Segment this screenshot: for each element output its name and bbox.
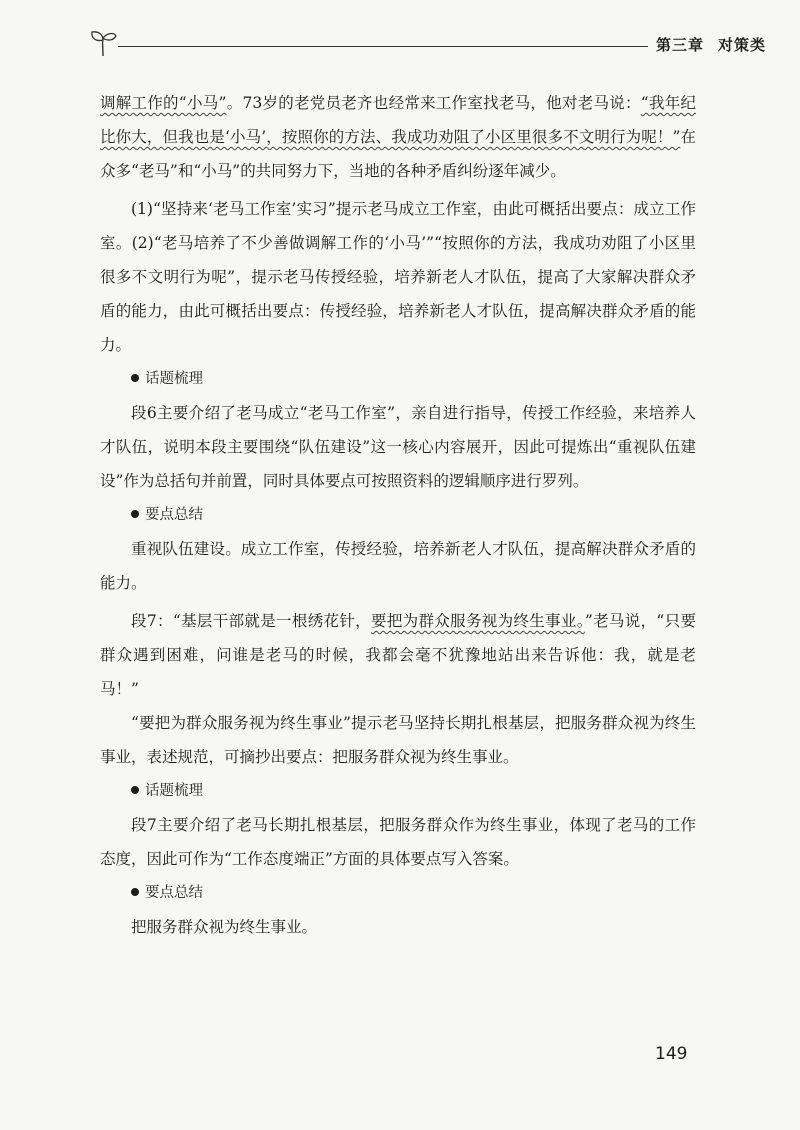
underlined-quote: “我年纪比你大，但我也是‘小马’，按照你的方法、我成功劝阻了小区里很多不文明行为呢！”	[100, 94, 696, 146]
paragraph-5: 段7：“基层干部就是一根绣花针，要把为群众服务视为终生事业。”老马说，“只要群众遇到困难，问谁是老马的时候，我都会毫不犹豫地站出来告诉他：我，就是老马！”	[100, 612, 696, 698]
paragraph-1: 调解工作的“小马”。73岁的老党员老齐也经常来工作室找老马，他对老马说：“我年纪比你大，但我也是‘小马’，按照你的方法、我成功劝阻了小区里很多不文明行为呢！”在众多“老马”和“小马”的共同努力下，当地的各种矛盾纠纷逐年减少。	[100, 94, 696, 180]
section-heading: 话题梳理	[100, 362, 696, 396]
chapter-number: 第三章	[656, 36, 705, 54]
bullet-icon	[131, 510, 139, 518]
bullet-icon	[131, 888, 139, 896]
section-heading: 要点总结	[100, 876, 696, 910]
bullet-icon	[131, 786, 139, 794]
paragraph-6: “要把为群众服务视为终生事业”提示老马坚持长期扎根基层，把服务群众视为终生事业，表述规范，可摘抄出要点：把服务群众视为终生事业。	[100, 714, 696, 766]
paragraph-2: (1)“坚持来‘老马工作室’实习”提示老马成立工作室，由此可概括出要点：成立工作室。(2)“老马培养了不少善做调解工作的‘小马’”“按照你的方法，我成功劝阻了小区里很多不文明行为呢”，提示老马传授经验，培养新老人才队伍，提高了大家解决群众矛盾的能力，由此可概括出要点：传授经验，培养新老人才队伍，提高解决群众矛盾的能力。	[100, 200, 696, 354]
paragraph-8: 把服务群众视为终生事业。	[131, 918, 318, 936]
paragraph-3: 段6主要介绍了老马成立“老马工作室”，亲自进行指导，传授工作经验，来培养人才队伍，说明本段主要围绕“队伍建设”这一核心内容展开，因此可提炼出“重视队伍建设”作为总括句并前置，同时具体要点可按照资料的逻辑顺序进行罗列。	[100, 404, 696, 490]
header-rule	[118, 46, 648, 47]
page-header	[88, 28, 778, 62]
underlined-quote: 要把为群众服务视为终生事业。	[371, 612, 585, 630]
section-heading: 要点总结	[100, 498, 696, 532]
section-heading: 话题梳理	[100, 774, 696, 808]
underlined-quote: 调解工作的“小马”	[100, 94, 227, 112]
page-number: 149	[655, 1044, 688, 1064]
page-body	[100, 86, 696, 944]
chapter-category: 对策类	[718, 36, 767, 54]
bullet-icon	[131, 374, 139, 382]
paragraph-7: 段7主要介绍了老马长期扎根基层，把服务群众作为终生事业，体现了老马的工作态度，因此可作为“工作态度端正”方面的具体要点写入答案。	[100, 816, 696, 868]
paragraph-4: 重视队伍建设。成立工作室，传授经验，培养新老人才队伍，提高解决群众矛盾的能力。	[100, 540, 696, 592]
chapter-title	[656, 34, 766, 55]
sprout-icon	[88, 28, 120, 58]
